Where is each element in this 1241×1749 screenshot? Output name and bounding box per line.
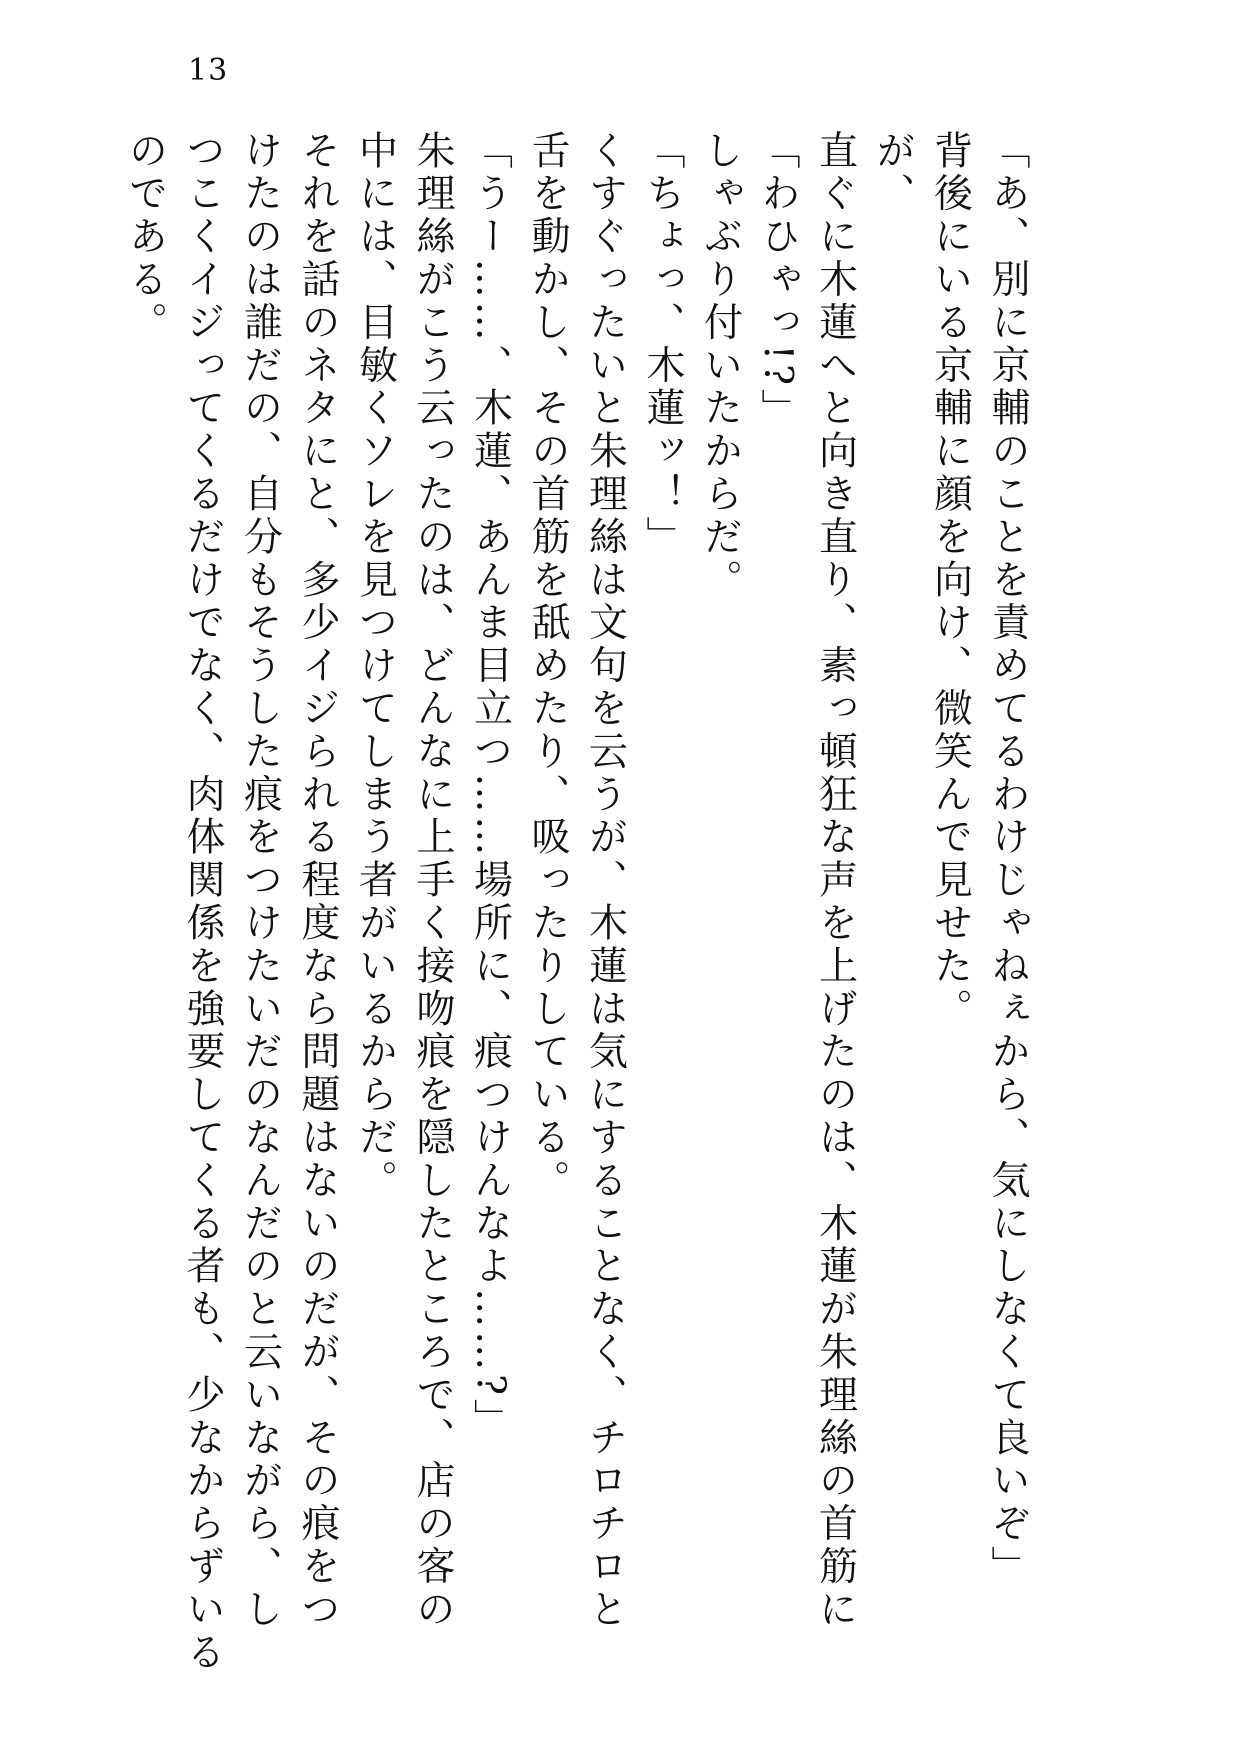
text-line: 「あ、別に京輔のことを責めてるわけじゃねぇから、気にしなくて良いぞ」	[985, 130, 1030, 1589]
text-line: 背後にいる京輔に顔を向け、微笑んで見せた。	[927, 130, 973, 1031]
text-line: 直ぐに木蓮へと向き直り、素っ頓狂な声を上げたのは、木蓮が朱理絲の首筋に	[812, 130, 858, 1632]
text-line: が、	[870, 130, 915, 216]
text-line: 「うー……、木蓮、あんま目立つ……場所に、痕つけんなよ……?」	[467, 130, 513, 1442]
text-line: 「わひゃっ!?」	[755, 130, 800, 432]
text-line: しゃぶり付いたからだ。	[697, 130, 743, 602]
text-line: 「ちょっ、木蓮ッ！」	[640, 130, 685, 559]
text-line: くすぐったいと朱理絲は文句を云うが、木蓮は気にすることなく、チロチロと	[582, 130, 628, 1632]
text-line: 中には、目敏くソレを見つけてしまう者がいるからだ。	[352, 130, 398, 1203]
text-line: つこくイジってくるだけでなく、肉体関係を強要してくる者も、少なからずいる	[180, 130, 225, 1675]
text-line: けたのは誰だの、自分もそうした痕をつけたいだのなんだのと云いながら、し	[237, 130, 283, 1632]
vertical-text-body	[116, 130, 1036, 1690]
text-line: のである。	[122, 130, 168, 345]
text-line: それを話のネタにと、多少イジられる程度なら問題はないのだが、その痕をつ	[295, 130, 340, 1632]
text-line: 朱理絲がこう云ったのは、どんなに上手く接吻痕を隠したところで、店の客の	[410, 130, 455, 1632]
text-line: 舌を動かし、その首筋を舐めたり、吸ったりしている。	[525, 130, 570, 1203]
page-number: 13	[188, 53, 229, 88]
